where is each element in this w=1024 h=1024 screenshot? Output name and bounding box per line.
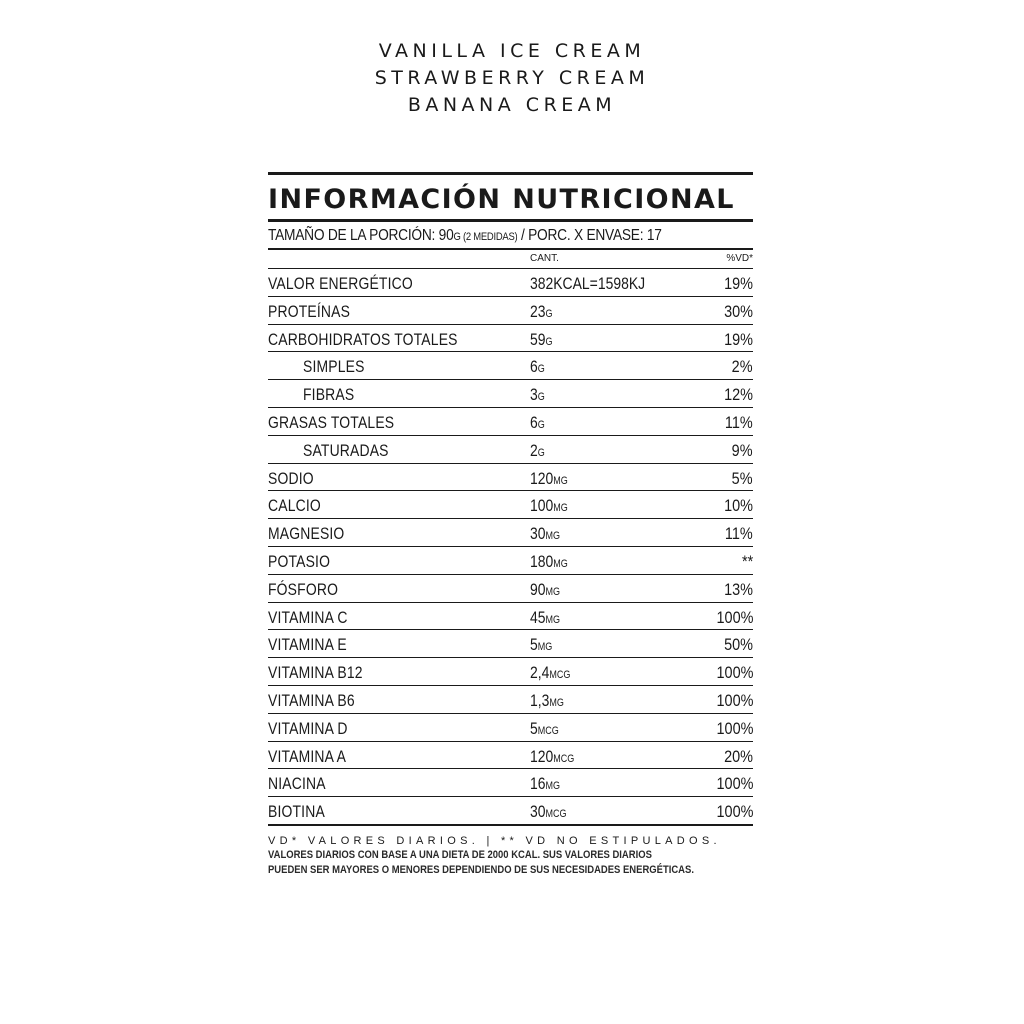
- amount-column-header: CANT.: [530, 253, 559, 264]
- nutrient-row: [268, 379, 753, 407]
- nutrient-row: [268, 602, 753, 630]
- nutrient-row: [268, 463, 753, 491]
- amount-value: 120: [530, 468, 554, 488]
- daily-value-percent: 10%: [724, 496, 753, 516]
- daily-value-percent: 100%: [716, 802, 753, 822]
- amount-unit: G: [537, 391, 545, 404]
- amount-value: 45: [530, 607, 546, 627]
- amount-unit: MG: [545, 530, 561, 543]
- amount-unit: MG: [553, 502, 568, 515]
- nutrient-name: FÓSFORO: [268, 579, 339, 599]
- nutrient-row: [268, 268, 753, 296]
- daily-value-percent: 19%: [724, 329, 753, 349]
- daily-value-percent: 12%: [724, 385, 753, 405]
- nutrient-row: [268, 741, 753, 769]
- amount-unit: G: [537, 418, 545, 431]
- flavor-name: BANANA CREAM: [407, 94, 617, 116]
- nutrient-rows: [268, 268, 753, 824]
- amount-value: 2,4: [530, 663, 550, 683]
- nutrient-row: [268, 657, 753, 685]
- daily-value-column-header: %VD*: [726, 253, 753, 264]
- daily-value-percent: 100%: [716, 774, 753, 794]
- table-title: INFORMACIÓN NUTRICIONAL: [268, 184, 735, 215]
- daily-value-percent: 5%: [732, 468, 753, 488]
- daily-value-percent: 2%: [732, 357, 753, 377]
- amount-value: 59: [530, 329, 546, 349]
- nutrient-name: VITAMINA A: [268, 746, 347, 766]
- nutrient-name: GRASAS TOTALES: [268, 412, 395, 432]
- nutrient-row: [268, 296, 753, 324]
- servings-per-container: / PORC. X ENVASE: 17: [517, 227, 662, 244]
- nutrient-row: [268, 490, 753, 518]
- amount-unit: G: [545, 335, 553, 348]
- column-header: [268, 248, 753, 268]
- flavor-list: [0, 38, 1024, 119]
- nutrient-name: PROTEÍNAS: [268, 301, 351, 321]
- amount-value: 16: [530, 774, 546, 794]
- flavor-name: VANILLA ICE CREAM: [378, 40, 646, 62]
- nutrient-row: [268, 546, 753, 574]
- nutrient-row: [268, 574, 753, 602]
- daily-value-percent: 13%: [724, 579, 753, 599]
- amount-value: 180: [530, 551, 554, 571]
- footnote-line: PUEDEN SER MAYORES O MENORES DEPENDIENDO DE SUS NECESIDADES ENERGÉTICAS.: [268, 863, 694, 876]
- nutrient-name: VITAMINA C: [268, 607, 348, 627]
- daily-value-percent: 100%: [716, 663, 753, 683]
- nutrient-row: [268, 518, 753, 546]
- daily-value-percent: 19%: [724, 274, 753, 293]
- nutrient-row: [268, 796, 753, 824]
- nutrient-row: [268, 435, 753, 463]
- amount-unit: G: [537, 363, 545, 376]
- flavor-name: STRAWBERRY CREAM: [374, 67, 650, 89]
- daily-value-percent: 100%: [716, 718, 753, 738]
- nutrient-row: [268, 713, 753, 741]
- amount-unit: MG: [545, 780, 561, 793]
- serving-size: [268, 222, 753, 248]
- daily-value-percent: 100%: [716, 607, 753, 627]
- nutrient-row: [268, 324, 753, 352]
- nutrition-facts-table: [268, 172, 753, 878]
- amount-value: 6: [530, 357, 538, 377]
- amount-unit: MCG: [545, 808, 567, 821]
- amount-unit: G: [537, 446, 545, 459]
- nutrient-name: VITAMINA B12: [268, 663, 363, 683]
- amount-unit: G: [545, 307, 553, 320]
- amount-unit: MG: [553, 557, 568, 570]
- daily-value-percent: 100%: [716, 690, 753, 710]
- amount-value: 5: [530, 635, 538, 655]
- amount-value: 100: [530, 496, 554, 516]
- nutrient-row: [268, 768, 753, 796]
- nutrient-name: BIOTINA: [268, 802, 325, 822]
- nutrient-name: SATURADAS: [303, 440, 389, 460]
- nutrient-name: CALCIO: [268, 496, 321, 516]
- nutrient-name: VITAMINA D: [268, 718, 348, 738]
- footnote-line: VALORES DIARIOS CON BASE A UNA DIETA DE 2000 KCAL. SUS VALORES DIARIOS: [268, 848, 652, 861]
- serving-unit: G (2 MEDIDAS): [453, 231, 518, 243]
- daily-value-percent: 11%: [725, 412, 753, 432]
- nutrient-name: VITAMINA B6: [268, 690, 355, 710]
- nutrient-name: POTASIO: [268, 551, 331, 571]
- daily-value-percent: 50%: [724, 635, 753, 655]
- nutrient-row: [268, 629, 753, 657]
- nutrient-amount: [530, 797, 567, 829]
- nutrient-name: SIMPLES: [303, 357, 365, 377]
- amount-unit: MG: [545, 613, 561, 626]
- amount-unit: MG: [545, 585, 561, 598]
- daily-value-percent: **: [741, 551, 753, 571]
- amount-unit: MG: [537, 641, 553, 654]
- daily-value-percent: 20%: [724, 746, 753, 766]
- serving-size-label: TAMAÑO DE LA PORCIÓN: 90: [268, 227, 454, 244]
- bottom-rule: [268, 824, 753, 826]
- amount-unit: MCG: [537, 724, 559, 737]
- nutrient-row: [268, 685, 753, 713]
- daily-value-percent: 30%: [724, 301, 753, 321]
- amount-value: 30: [530, 802, 546, 822]
- amount-value: 3: [530, 385, 538, 405]
- footnote-legend: VD* VALORES DIARIOS. | ** VD NO ESTIPULADOS.: [268, 834, 721, 847]
- nutrient-row: [268, 351, 753, 379]
- nutrient-name: CARBOHIDRATOS TOTALES: [268, 329, 458, 349]
- amount-unit: MCG: [553, 752, 575, 765]
- nutrient-name: FIBRAS: [303, 385, 355, 405]
- amount-value: 5: [530, 718, 538, 738]
- amount-value: 23: [530, 301, 546, 321]
- nutrient-name: NIACINA: [268, 774, 326, 794]
- amount-unit: MG: [549, 696, 564, 709]
- amount-value: 1,3: [530, 690, 550, 710]
- nutrient-name: VITAMINA E: [268, 635, 347, 655]
- amount-value: 90: [530, 579, 546, 599]
- daily-value-percent: 11%: [725, 524, 753, 544]
- daily-value-percent: 9%: [732, 440, 753, 460]
- amount-value: 6: [530, 412, 538, 432]
- amount-value: 30: [530, 524, 546, 544]
- nutrient-row: [268, 407, 753, 435]
- amount-unit: MG: [553, 474, 568, 487]
- amount-value: 2: [530, 440, 538, 460]
- amount-value: 120: [530, 746, 554, 766]
- nutrient-name: MAGNESIO: [268, 524, 345, 544]
- amount-unit: MCG: [549, 669, 571, 682]
- nutrient-name: VALOR ENERGÉTICO: [268, 274, 413, 293]
- nutrient-name: SODIO: [268, 468, 314, 488]
- amount-value: 382KCAL=1598KJ: [530, 274, 646, 293]
